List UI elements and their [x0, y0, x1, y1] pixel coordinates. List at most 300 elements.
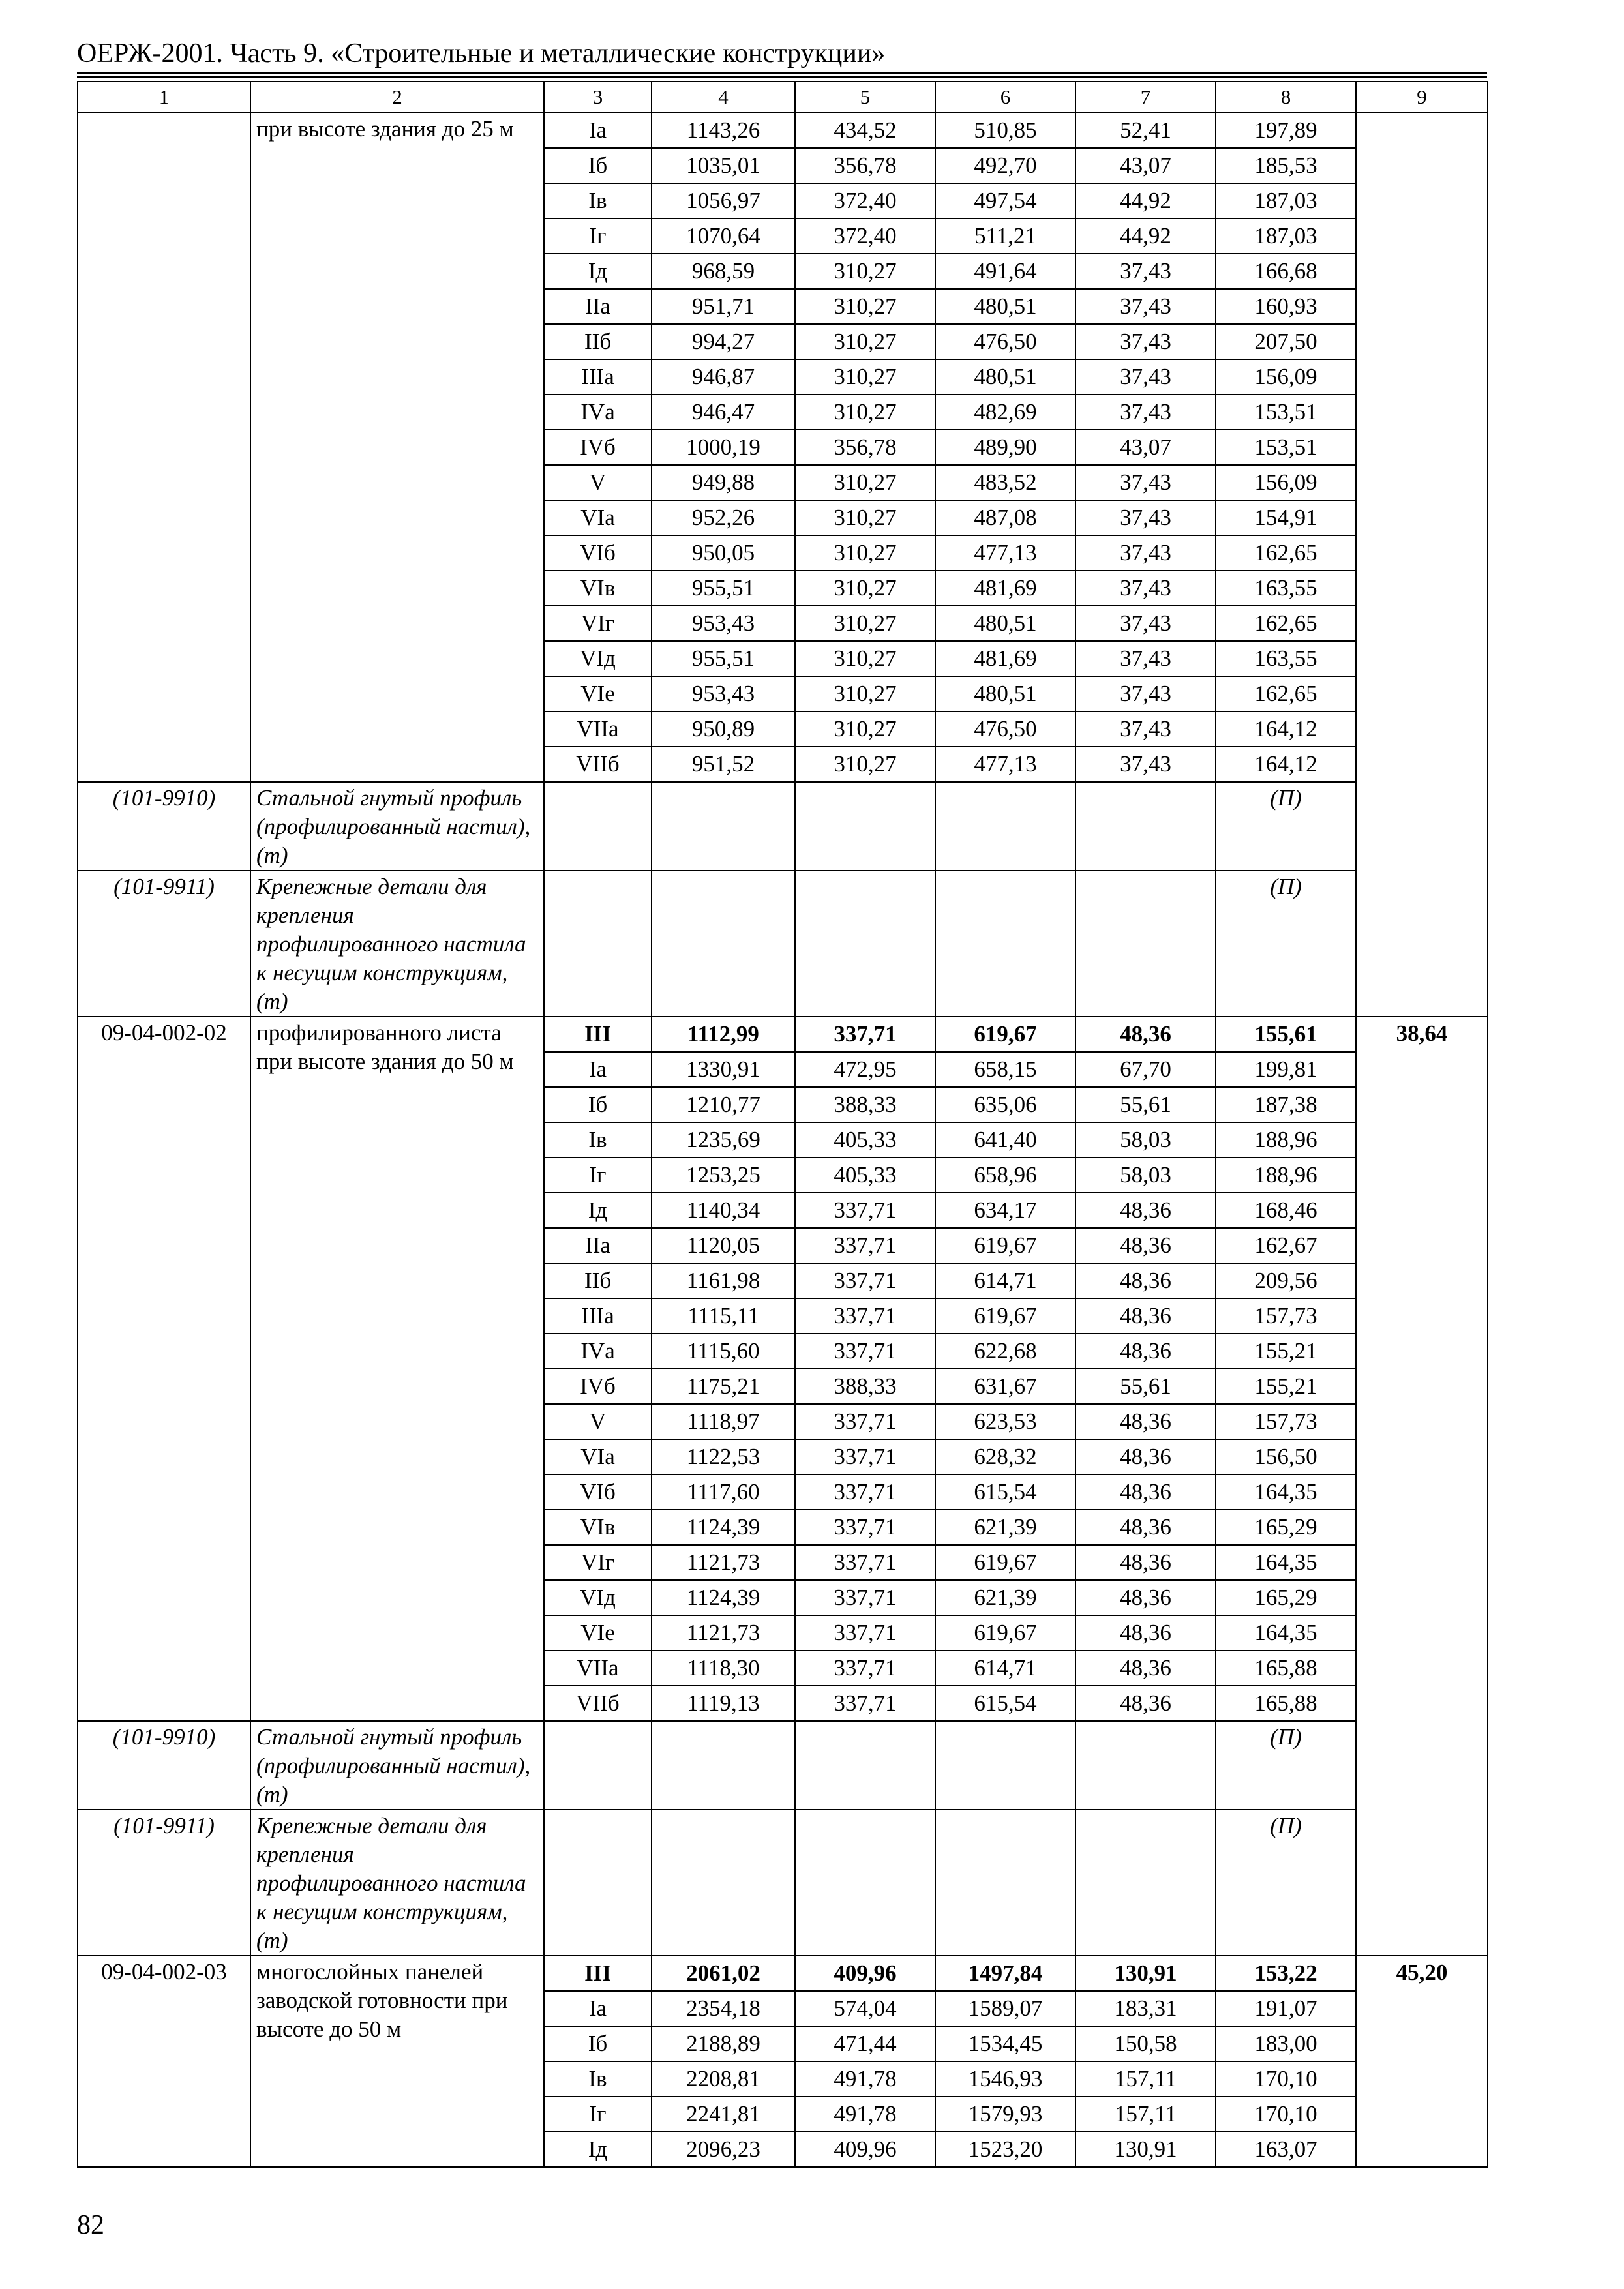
value-cell: 37,43 [1075, 395, 1216, 430]
value-cell: 472,95 [795, 1052, 935, 1087]
value-cell: 150,58 [1075, 2026, 1216, 2061]
value-cell: 2208,81 [652, 2061, 795, 2097]
value-cell: 207,50 [1216, 324, 1356, 359]
empty-cell [1075, 1721, 1216, 1810]
value-cell: 1124,39 [652, 1580, 795, 1615]
value-cell: 1523,20 [935, 2132, 1075, 2167]
material-note-row [78, 782, 1488, 871]
zone-cell: V [544, 465, 652, 500]
value-cell: 1140,34 [652, 1193, 795, 1228]
material-description: Крепежные детали для крепления профилированного настила к несущим конструкциям, (т) [250, 1810, 544, 1956]
value-cell: 1143,26 [652, 113, 795, 148]
empty-cell [652, 1721, 795, 1810]
value-cell: 337,71 [795, 1017, 935, 1052]
empty-cell [935, 1810, 1075, 1956]
table-body [78, 113, 1488, 2167]
value-cell: 1534,45 [935, 2026, 1075, 2061]
value-cell: 405,33 [795, 1158, 935, 1193]
value-cell: 310,27 [795, 395, 935, 430]
value-cell: 1070,64 [652, 218, 795, 254]
value-cell: 52,41 [1075, 113, 1216, 148]
value-cell: 615,54 [935, 1474, 1075, 1510]
value-cell: 37,43 [1075, 747, 1216, 782]
zone-cell: III [544, 1017, 652, 1052]
value-cell: 1124,39 [652, 1510, 795, 1545]
value-cell: 160,93 [1216, 289, 1356, 324]
column-number: 6 [935, 82, 1075, 113]
value-cell: 1253,25 [652, 1158, 795, 1193]
value-cell: 483,52 [935, 465, 1075, 500]
empty-cell [1075, 782, 1216, 871]
value-cell: 48,36 [1075, 1263, 1216, 1298]
value-cell: 476,50 [935, 324, 1075, 359]
value-cell: 952,26 [652, 500, 795, 535]
value-cell: 199,81 [1216, 1052, 1356, 1087]
value-cell: 187,03 [1216, 183, 1356, 218]
value-cell: 157,11 [1075, 2061, 1216, 2097]
value-cell: 43,07 [1075, 148, 1216, 183]
value-cell: 480,51 [935, 289, 1075, 324]
value-cell: 48,36 [1075, 1334, 1216, 1369]
value-cell: 165,29 [1216, 1580, 1356, 1615]
value-cell: 614,71 [935, 1651, 1075, 1686]
value-cell: 48,36 [1075, 1651, 1216, 1686]
zone-cell: VIд [544, 1580, 652, 1615]
value-cell: 1119,13 [652, 1686, 795, 1721]
value-cell: 337,71 [795, 1474, 935, 1510]
value-cell: 153,51 [1216, 430, 1356, 465]
zone-cell: VIе [544, 1615, 652, 1651]
material-mark: (П) [1216, 1810, 1356, 1956]
value-cell: 619,67 [935, 1017, 1075, 1052]
zone-cell: IIIа [544, 1298, 652, 1334]
material-code: (101-9910) [78, 1721, 250, 1810]
empty-cell [652, 1810, 795, 1956]
value-cell: 1330,91 [652, 1052, 795, 1087]
value-cell: 1035,01 [652, 148, 795, 183]
value-cell: 658,96 [935, 1158, 1075, 1193]
value-cell: 491,78 [795, 2061, 935, 2097]
empty-cell [544, 1721, 652, 1810]
value-cell: 310,27 [795, 606, 935, 641]
value-cell: 55,61 [1075, 1087, 1216, 1122]
empty-cell [795, 1721, 935, 1810]
norms-table [77, 81, 1488, 2168]
value-cell: 1000,19 [652, 430, 795, 465]
zone-cell: VIв [544, 1510, 652, 1545]
table-row [78, 1956, 1488, 1991]
value-cell: 157,11 [1075, 2097, 1216, 2132]
value-cell: 946,47 [652, 395, 795, 430]
zone-cell: IVа [544, 395, 652, 430]
value-cell: 621,39 [935, 1510, 1075, 1545]
value-cell: 157,73 [1216, 1404, 1356, 1439]
value-cell: 197,89 [1216, 113, 1356, 148]
value-cell: 487,08 [935, 500, 1075, 535]
value-cell: 310,27 [795, 500, 935, 535]
table-row [78, 1017, 1488, 1052]
value-cell: 1175,21 [652, 1369, 795, 1404]
value-cell: 434,52 [795, 113, 935, 148]
value-cell: 310,27 [795, 535, 935, 571]
value-cell: 614,71 [935, 1263, 1075, 1298]
value-cell: 164,35 [1216, 1474, 1356, 1510]
value-cell: 955,51 [652, 641, 795, 676]
value-cell: 48,36 [1075, 1615, 1216, 1651]
value-cell: 209,56 [1216, 1263, 1356, 1298]
zone-cell: III [544, 1956, 652, 1991]
value-cell: 953,43 [652, 676, 795, 711]
value-cell: 372,40 [795, 183, 935, 218]
zone-cell: Iв [544, 1122, 652, 1158]
value-cell: 476,50 [935, 711, 1075, 747]
value-cell: 615,54 [935, 1686, 1075, 1721]
value-cell: 477,13 [935, 747, 1075, 782]
value-cell: 337,71 [795, 1263, 935, 1298]
zone-cell: IIб [544, 324, 652, 359]
value-cell: 185,53 [1216, 148, 1356, 183]
empty-cell [935, 1721, 1075, 1810]
value-cell: 471,44 [795, 2026, 935, 2061]
value-cell: 43,07 [1075, 430, 1216, 465]
value-cell: 337,71 [795, 1615, 935, 1651]
value-cell: 155,21 [1216, 1369, 1356, 1404]
value-cell: 37,43 [1075, 606, 1216, 641]
value-cell: 409,96 [795, 2132, 935, 2167]
value-cell: 1579,93 [935, 2097, 1075, 2132]
value-cell: 162,67 [1216, 1228, 1356, 1263]
value-cell: 480,51 [935, 676, 1075, 711]
value-cell: 164,12 [1216, 747, 1356, 782]
value-cell: 1235,69 [652, 1122, 795, 1158]
value-cell: 337,71 [795, 1510, 935, 1545]
value-cell: 481,69 [935, 571, 1075, 606]
value-cell: 405,33 [795, 1122, 935, 1158]
value-cell: 2354,18 [652, 1991, 795, 2026]
value-cell: 310,27 [795, 254, 935, 289]
empty-cell [1075, 1810, 1216, 1956]
value-cell: 310,27 [795, 676, 935, 711]
zone-cell: VIIа [544, 1651, 652, 1686]
value-cell: 949,88 [652, 465, 795, 500]
value-cell: 356,78 [795, 430, 935, 465]
value-cell: 628,32 [935, 1439, 1075, 1474]
norm-description: профилированного листа при высоте здания до 50 м [250, 1017, 544, 1721]
material-mark: (П) [1216, 782, 1356, 871]
value-cell: 163,07 [1216, 2132, 1356, 2167]
material-code: (101-9910) [78, 782, 250, 871]
value-cell: 310,27 [795, 711, 935, 747]
value-cell: 191,07 [1216, 1991, 1356, 2026]
value-cell: 58,03 [1075, 1158, 1216, 1193]
value-cell: 37,43 [1075, 641, 1216, 676]
value-cell: 310,27 [795, 641, 935, 676]
value-cell: 153,51 [1216, 395, 1356, 430]
value-cell: 619,67 [935, 1545, 1075, 1580]
column-number: 9 [1356, 82, 1488, 113]
norm-code [78, 113, 250, 782]
empty-cell [935, 782, 1075, 871]
zone-cell: IVб [544, 1369, 652, 1404]
value-cell: 1122,53 [652, 1439, 795, 1474]
zone-cell: VIг [544, 606, 652, 641]
value-cell: 155,21 [1216, 1334, 1356, 1369]
empty-cell [652, 871, 795, 1017]
empty-cell [795, 871, 935, 1017]
value-cell: 170,10 [1216, 2061, 1356, 2097]
value-cell: 622,68 [935, 1334, 1075, 1369]
value-cell: 48,36 [1075, 1193, 1216, 1228]
value-cell: 164,35 [1216, 1615, 1356, 1651]
value-cell: 950,89 [652, 711, 795, 747]
value-cell: 337,71 [795, 1439, 935, 1474]
value-cell: 188,96 [1216, 1122, 1356, 1158]
value-cell: 1121,73 [652, 1545, 795, 1580]
column-number: 7 [1075, 82, 1216, 113]
value-cell: 1112,99 [652, 1017, 795, 1052]
column-number: 1 [78, 82, 250, 113]
empty-cell [935, 871, 1075, 1017]
zone-cell: Iа [544, 113, 652, 148]
value-cell: 188,96 [1216, 1158, 1356, 1193]
value-cell: 388,33 [795, 1087, 935, 1122]
value-cell: 511,21 [935, 218, 1075, 254]
value-cell: 1118,30 [652, 1651, 795, 1686]
header-rule [77, 76, 1487, 78]
value-cell: 44,92 [1075, 218, 1216, 254]
value-cell: 1115,60 [652, 1334, 795, 1369]
value-cell: 170,10 [1216, 2097, 1356, 2132]
value-cell: 480,51 [935, 359, 1075, 395]
column-number: 5 [795, 82, 935, 113]
value-cell: 37,43 [1075, 535, 1216, 571]
material-mark: (П) [1216, 871, 1356, 1017]
value-cell: 44,92 [1075, 183, 1216, 218]
norm-code: 09-04-002-03 [78, 1956, 250, 2167]
zone-cell: IVа [544, 1334, 652, 1369]
value-cell: 1589,07 [935, 1991, 1075, 2026]
value-cell: 489,90 [935, 430, 1075, 465]
value-cell: 153,22 [1216, 1956, 1356, 1991]
header-rule [77, 72, 1487, 74]
value-cell: 164,12 [1216, 711, 1356, 747]
material-code: (101-9911) [78, 1810, 250, 1956]
value-cell: 37,43 [1075, 289, 1216, 324]
value-cell: 48,36 [1075, 1686, 1216, 1721]
value-cell: 1117,60 [652, 1474, 795, 1510]
value-cell: 48,36 [1075, 1439, 1216, 1474]
zone-cell: Iа [544, 1991, 652, 2026]
value-cell: 619,67 [935, 1615, 1075, 1651]
page-number: 82 [77, 2210, 104, 2240]
empty-cell [1075, 871, 1216, 1017]
zone-cell: VIд [544, 641, 652, 676]
labor-cost-cell: 38,64 [1356, 1017, 1488, 1956]
empty-cell [652, 782, 795, 871]
zone-cell: VIIб [544, 1686, 652, 1721]
value-cell: 497,54 [935, 183, 1075, 218]
value-cell: 163,55 [1216, 641, 1356, 676]
value-cell: 631,67 [935, 1369, 1075, 1404]
value-cell: 1120,05 [652, 1228, 795, 1263]
zone-cell: Iд [544, 1193, 652, 1228]
zone-cell: Iв [544, 2061, 652, 2097]
value-cell: 621,39 [935, 1580, 1075, 1615]
value-cell: 310,27 [795, 465, 935, 500]
material-description: Крепежные детали для крепления профилированного настила к несущим конструкциям, (т) [250, 871, 544, 1017]
value-cell: 1161,98 [652, 1263, 795, 1298]
zone-cell: IIIа [544, 359, 652, 395]
value-cell: 951,52 [652, 747, 795, 782]
zone-cell: VIIб [544, 747, 652, 782]
value-cell: 162,65 [1216, 535, 1356, 571]
zone-cell: Iг [544, 2097, 652, 2132]
zone-cell: V [544, 1404, 652, 1439]
table-head [78, 82, 1488, 113]
value-cell: 156,50 [1216, 1439, 1356, 1474]
value-cell: 162,65 [1216, 676, 1356, 711]
value-cell: 994,27 [652, 324, 795, 359]
value-cell: 372,40 [795, 218, 935, 254]
value-cell: 166,68 [1216, 254, 1356, 289]
value-cell: 492,70 [935, 148, 1075, 183]
zone-cell: VIг [544, 1545, 652, 1580]
value-cell: 48,36 [1075, 1510, 1216, 1545]
zone-cell: Iб [544, 2026, 652, 2061]
value-cell: 37,43 [1075, 324, 1216, 359]
value-cell: 183,00 [1216, 2026, 1356, 2061]
value-cell: 337,71 [795, 1686, 935, 1721]
value-cell: 337,71 [795, 1298, 935, 1334]
zone-cell: VIе [544, 676, 652, 711]
value-cell: 337,71 [795, 1651, 935, 1686]
value-cell: 481,69 [935, 641, 1075, 676]
value-cell: 955,51 [652, 571, 795, 606]
value-cell: 1210,77 [652, 1087, 795, 1122]
empty-cell [544, 1810, 652, 1956]
value-cell: 477,13 [935, 535, 1075, 571]
zone-cell: VIа [544, 500, 652, 535]
material-description: Стальной гнутый профиль (профилированный настил), (т) [250, 782, 544, 871]
value-cell: 480,51 [935, 606, 1075, 641]
value-cell: 1546,93 [935, 2061, 1075, 2097]
material-description: Стальной гнутый профиль (профилированный настил), (т) [250, 1721, 544, 1810]
value-cell: 510,85 [935, 113, 1075, 148]
value-cell: 164,35 [1216, 1545, 1356, 1580]
column-number: 4 [652, 82, 795, 113]
value-cell: 37,43 [1075, 711, 1216, 747]
value-cell: 183,31 [1075, 1991, 1216, 2026]
empty-cell [795, 1810, 935, 1956]
zone-cell: Iг [544, 218, 652, 254]
value-cell: 658,15 [935, 1052, 1075, 1087]
value-cell: 491,78 [795, 2097, 935, 2132]
value-cell: 165,29 [1216, 1510, 1356, 1545]
value-cell: 187,03 [1216, 218, 1356, 254]
zone-cell: VIб [544, 535, 652, 571]
column-number: 2 [250, 82, 544, 113]
zone-cell: IIа [544, 1228, 652, 1263]
column-number: 3 [544, 82, 652, 113]
value-cell: 337,71 [795, 1580, 935, 1615]
value-cell: 1497,84 [935, 1956, 1075, 1991]
value-cell: 48,36 [1075, 1228, 1216, 1263]
value-cell: 409,96 [795, 1956, 935, 1991]
value-cell: 165,88 [1216, 1651, 1356, 1686]
value-cell: 310,27 [795, 571, 935, 606]
value-cell: 2188,89 [652, 2026, 795, 2061]
value-cell: 623,53 [935, 1404, 1075, 1439]
column-number-row [78, 82, 1488, 113]
value-cell: 48,36 [1075, 1404, 1216, 1439]
value-cell: 641,40 [935, 1122, 1075, 1158]
zone-cell: Iб [544, 1087, 652, 1122]
value-cell: 130,91 [1075, 1956, 1216, 1991]
value-cell: 58,03 [1075, 1122, 1216, 1158]
value-cell: 574,04 [795, 1991, 935, 2026]
value-cell: 1121,73 [652, 1615, 795, 1651]
value-cell: 48,36 [1075, 1474, 1216, 1510]
value-cell: 1115,11 [652, 1298, 795, 1334]
value-cell: 48,36 [1075, 1545, 1216, 1580]
norm-description: многослойных панелей заводской готовности при высоте до 50 м [250, 1956, 544, 2167]
labor-cost-cell [1356, 113, 1488, 1017]
value-cell: 37,43 [1075, 254, 1216, 289]
value-cell: 37,43 [1075, 465, 1216, 500]
zone-cell: Iб [544, 148, 652, 183]
value-cell: 162,65 [1216, 606, 1356, 641]
value-cell: 337,71 [795, 1334, 935, 1369]
value-cell: 37,43 [1075, 500, 1216, 535]
value-cell: 968,59 [652, 254, 795, 289]
value-cell: 634,17 [935, 1193, 1075, 1228]
value-cell: 310,27 [795, 324, 935, 359]
zone-cell: VIа [544, 1439, 652, 1474]
value-cell: 337,71 [795, 1545, 935, 1580]
value-cell: 156,09 [1216, 465, 1356, 500]
zone-cell: Iа [544, 1052, 652, 1087]
value-cell: 388,33 [795, 1369, 935, 1404]
value-cell: 37,43 [1075, 571, 1216, 606]
value-cell: 154,91 [1216, 500, 1356, 535]
value-cell: 156,09 [1216, 359, 1356, 395]
zone-cell: IVб [544, 430, 652, 465]
value-cell: 2061,02 [652, 1956, 795, 1991]
value-cell: 37,43 [1075, 676, 1216, 711]
value-cell: 310,27 [795, 359, 935, 395]
value-cell: 165,88 [1216, 1686, 1356, 1721]
zone-cell: IIа [544, 289, 652, 324]
value-cell: 951,71 [652, 289, 795, 324]
running-header: ОЕРЖ-2001. Часть 9. «Строительные и металлические конструкции» [77, 38, 886, 68]
value-cell: 619,67 [935, 1228, 1075, 1263]
zone-cell: VIб [544, 1474, 652, 1510]
value-cell: 310,27 [795, 289, 935, 324]
value-cell: 1056,97 [652, 183, 795, 218]
value-cell: 2096,23 [652, 2132, 795, 2167]
value-cell: 635,06 [935, 1087, 1075, 1122]
value-cell: 356,78 [795, 148, 935, 183]
norm-description: при высоте здания до 25 м [250, 113, 544, 782]
material-note-row [78, 1810, 1488, 1956]
value-cell: 157,73 [1216, 1298, 1356, 1334]
value-cell: 48,36 [1075, 1298, 1216, 1334]
value-cell: 950,05 [652, 535, 795, 571]
value-cell: 1118,97 [652, 1404, 795, 1439]
value-cell: 310,27 [795, 747, 935, 782]
value-cell: 491,64 [935, 254, 1075, 289]
value-cell: 168,46 [1216, 1193, 1356, 1228]
